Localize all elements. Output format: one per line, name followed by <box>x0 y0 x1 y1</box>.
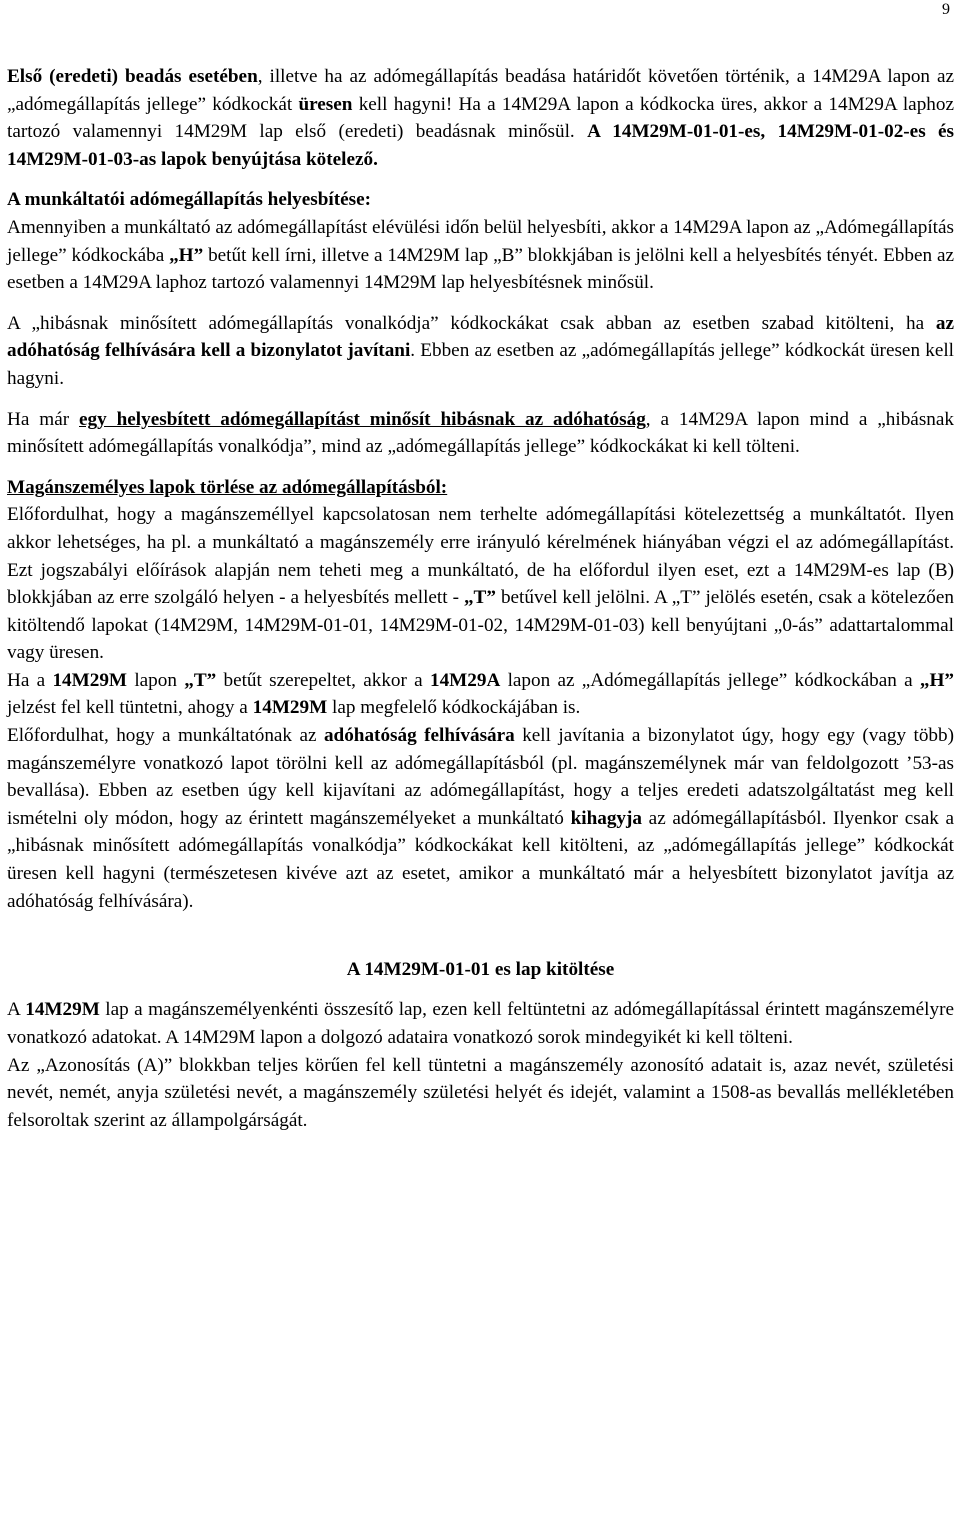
paragraph-text: lap a magánszemélyenkénti összesítő lap, ezen kell feltüntetni az adómegállapítással érintett magánszemélyre vonatkozó adatokat. A 14M29M lapon a dolgozó adataira vonatkozó sorok mindegyikét ki kell tölteni. <box>7 999 954 1048</box>
emphasis-text: üresen <box>298 93 353 115</box>
emphasis-text: Első (eredeti) beadás esetében <box>7 66 258 87</box>
paragraph-text: A „hibásnak minősített adómegállapítás vonalkódja” kódkockákat csak abban az esetben szabad kitölteni, ha <box>7 312 936 334</box>
paragraph-text: . Ebben az esetben az „adómegállapítás jellege” kódkockát üresen kell hagyni. <box>7 340 954 389</box>
section-title-0101: A 14M29M-01-01 es lap kitöltése <box>346 958 615 980</box>
invalid-barcode-paragraph <box>7 310 954 393</box>
paragraph-text: Amennyiben a munkáltató az adómegállapítást elévülési időn belül helyesbíti, akkor a 14M29A lapon az „Adómegállapítás jellege” kódkockába <box>7 216 954 266</box>
paragraph-text: Ha már <box>7 408 79 430</box>
corrected-invalid-paragraph <box>7 406 954 461</box>
paragraph-text: betűt szerepeltet, akkor a <box>216 669 430 691</box>
mandatory-sheets-note: A 14M29M-01-01-es, 14M29M-01-02-es és 14M29M-01-03-as lapok benyújtása kötelező. <box>7 121 955 170</box>
emphasis-text: „T” <box>463 587 496 609</box>
section-heading-correction: A munkáltatói adómegállapítás helyesbítése: <box>7 189 372 211</box>
intro-paragraph <box>7 63 954 173</box>
paragraph-text: Előfordulhat, hogy a munkáltatónak az <box>7 725 324 747</box>
paragraph-text: A <box>7 999 26 1021</box>
emphasis-text: egy helyesbített adómegállapítást minősít hibásnak az adóhatóság <box>79 408 646 430</box>
paragraph-text: Ha a <box>7 669 53 691</box>
emphasis-text: adóhatóság felhívására <box>323 725 515 747</box>
paragraph-text: , illetve ha az adómegállapítás beadása határidőt követően történik, a 14M29A lapon az „adómegállapítás jellege” kódkockát <box>7 66 954 115</box>
emphasis-text: 14M29M <box>252 697 328 719</box>
paragraph-text: kell hagyni! Ha a 14M29A lapon a kódkocka üres, akkor a 14M29A laphoz tartozó valamennyi 14M29M lap első (eredeti) beadásnak minősül. <box>7 93 954 143</box>
emphasis-text: „T” <box>184 669 217 691</box>
paragraph-text: az adómegállapításból. Ilyenkor csak a „hibásnak minősített adómegállapítás vonalkódja” kódkockákat kell kitölteni, az „adómegállapítás jellege” kódkockát üresen kell hagyni (természetesen kivéve azt az esetet, amikor a munkáltató már a helyesbített bizonylatot javítja az adóhatóság felhívására). <box>7 807 955 912</box>
paragraph-text: betűt kell írni, illetve a 14M29M lap „B” blokkjában is jelölni kell a helyesbítés tényét. Ebben az esetben a 14M29A laphoz tartozó valamennyi 14M29M lap helyesbítésnek minősül. <box>7 244 954 294</box>
identification-paragraph: Az „Azonosítás (A)” blokkban teljes körűen fel kell tüntetni a magánszemély azonosító adatait is, azaz nevét, születési nevét, nemét, anyja születési nevét, a magánszemély születési helyét és idejét, valamint a 1508-as bevallás mellékletében felsoroltak szerint az állampolgárságát. <box>7 1054 954 1131</box>
correction-section <box>7 186 954 296</box>
emphasis-text: kihagyja <box>570 807 643 829</box>
paragraph-text: , a 14M29A lapon mind a „hibásnak minősített adómegállapítás vonalkódja”, mind az „adómegállapítás jellege” kódkockákat ki kell tölteni. <box>7 408 954 458</box>
paragraph-text: kell javítania a bizonylatot úgy, hogy egy (vagy több) magánszemélyre vonatkozó lapot törölni kell az adómegállapításból (pl. magánszemélynek már van feldolgozott ’53-as bevallása). Ebben az esetben úgy kell kijavítani az adómegállapítást, hogy a teljes eredeti adatszolgáltatást meg kell ismételni oly módon, hogy az érintett magánszemélyeket a munkáltató <box>7 725 954 829</box>
paragraph-text: Előfordulhat, hogy a magánszeméllyel kapcsolatosan nem terhelte adómegállapítási kötelezettség a munkáltatót. Ilyen akkor lehetséges, ha pl. a munkáltató a magánszemély erre irányuló kérelmének hiányában végzi el az adómegállapítást. Ezt jogszabályi előírások alapján nem teheti meg a munkáltató, de ha előfordul ilyen eset, ezt a 14M29M-es lap (B) blokkjában az erre szolgáló helyen - a helyesbítés mellett - <box>7 504 954 609</box>
sheet-0101-paragraph <box>7 996 954 1051</box>
deletion-section <box>7 474 954 667</box>
deletion-t-paragraph <box>7 667 954 722</box>
emphasis-text: „H” <box>169 244 204 266</box>
section-heading-deletion: Magánszemélyes lapok törlése az adómegállapításból: <box>7 476 448 498</box>
paragraph-text: lapon <box>127 669 185 691</box>
page-content <box>7 63 954 1134</box>
emphasis-text: 14M29M <box>52 669 128 691</box>
emphasis-text: 14M29M <box>25 999 100 1021</box>
page-number: 9 <box>942 1 950 18</box>
paragraph-text: betűvel kell jelölni. A „T” jelölés esetén, csak a kötelezően kitöltendő lapokat (14M29M, 14M29M-01-01, 14M29M-01-02, 14M29M-01-03) kell benyújtani „0-ás” adattartalommal vagy üresen. <box>7 587 954 664</box>
emphasis-text: az adóhatóság felhívására kell a bizonylatot javítani <box>7 312 954 362</box>
paragraph-text: lap megfelelő kódkockájában is. <box>327 697 581 719</box>
emphasis-text: „H” <box>919 669 954 691</box>
emphasis-text: 14M29A <box>429 669 501 691</box>
deletion-authority-paragraph <box>7 722 954 915</box>
paragraph-text: lapon az „Adómegállapítás jellege” kódkockában a <box>500 669 920 691</box>
paragraph-text: jelzést fel kell tüntetni, ahogy a <box>7 697 253 719</box>
